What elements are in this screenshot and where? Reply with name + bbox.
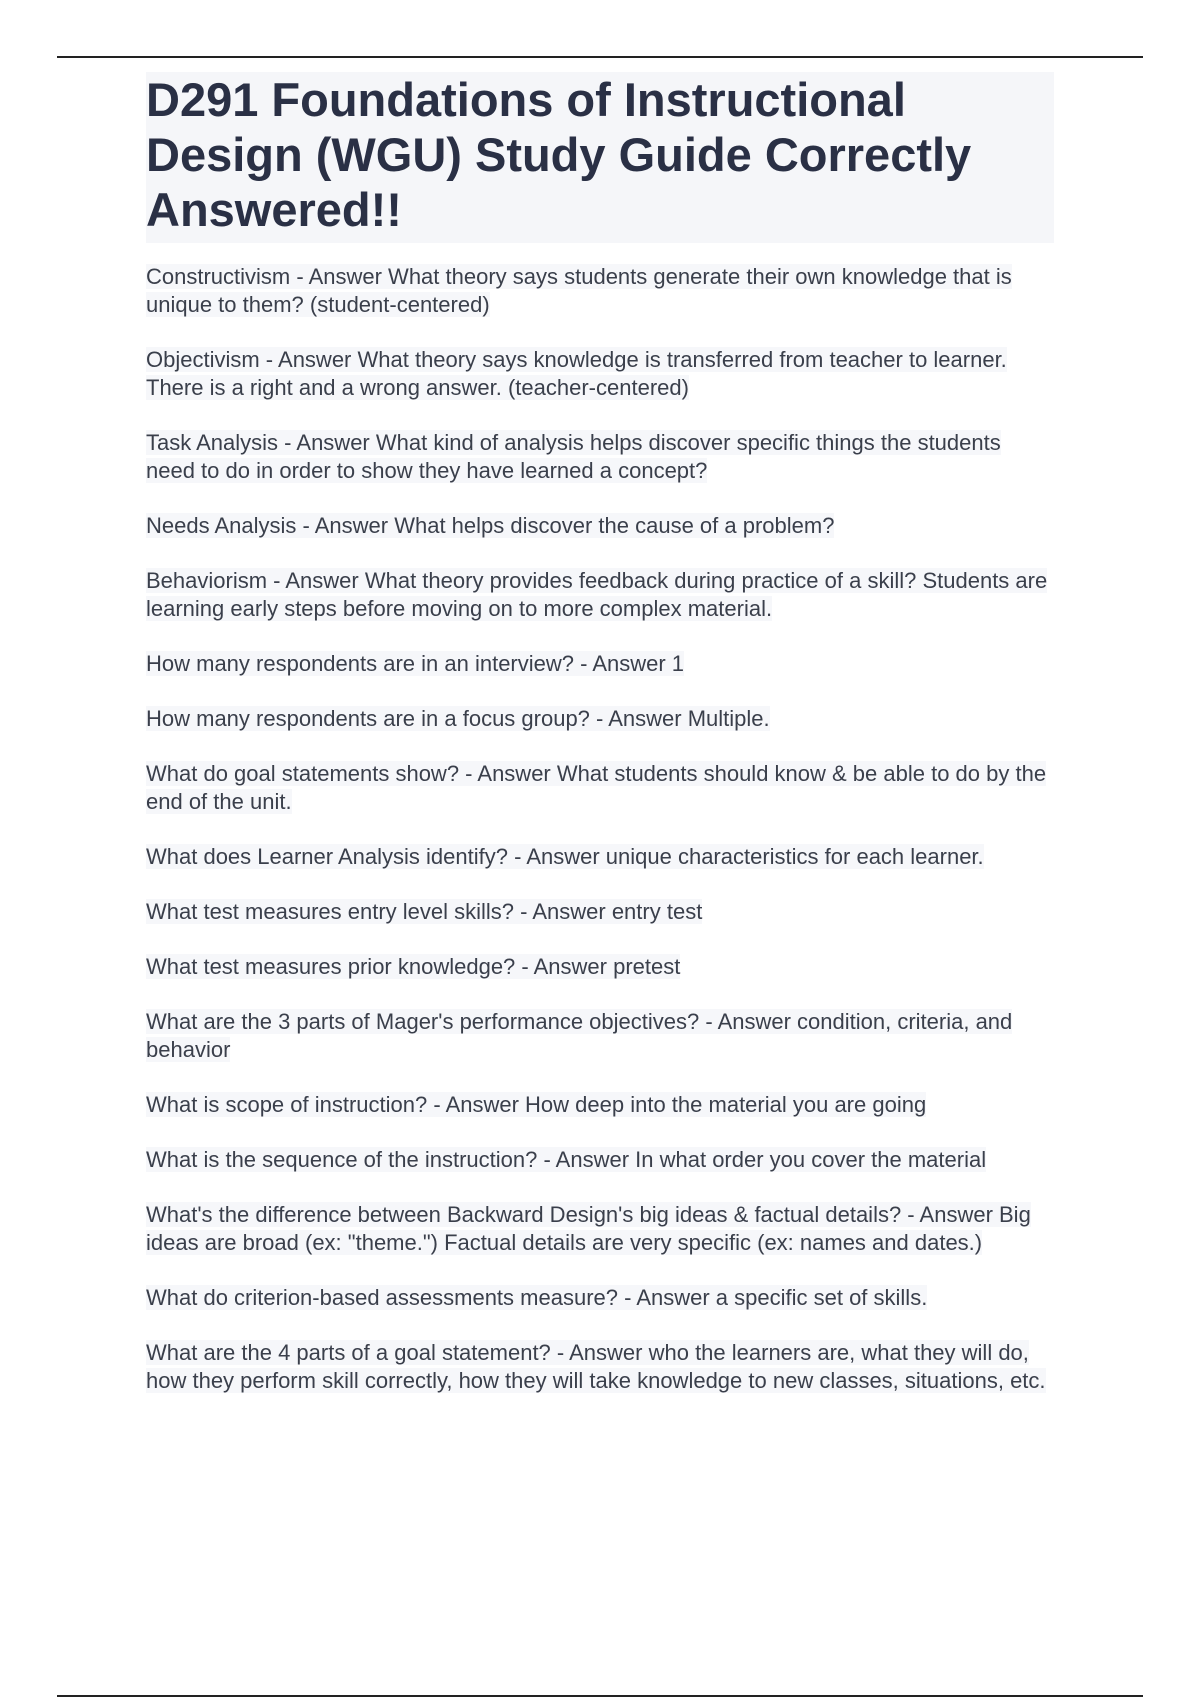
qa-text: What does Learner Analysis identify? - Answer unique characteristics for each learner. — [146, 844, 984, 869]
qa-item — [146, 953, 1054, 981]
qa-text: How many respondents are in an interview? - Answer 1 — [146, 651, 685, 676]
qa-item — [146, 1008, 1054, 1064]
qa-text: How many respondents are in a focus group? - Answer Multiple. — [146, 706, 770, 731]
qa-text: Objectivism - Answer What theory says knowledge is transferred from teacher to learner. There is a right and a wrong answer. (teacher-centered) — [146, 347, 1007, 400]
qa-item — [146, 346, 1054, 402]
top-rule — [57, 56, 1143, 58]
qa-item — [146, 567, 1054, 623]
title-block — [146, 72, 1054, 243]
qa-item — [146, 1201, 1054, 1257]
document-body — [146, 72, 1054, 1422]
qa-text: What do criterion-based assessments measure? - Answer a specific set of skills. — [146, 1285, 928, 1310]
qa-item — [146, 898, 1054, 926]
qa-text: What are the 3 parts of Mager's performance objectives? - Answer condition, criteria, and behavior — [146, 1009, 1013, 1062]
qa-text: Behaviorism - Answer What theory provides feedback during practice of a skill? Students are learning early steps before moving on to more complex material. — [146, 568, 1048, 621]
qa-list — [146, 263, 1054, 1395]
qa-item — [146, 1091, 1054, 1119]
qa-text: Task Analysis - Answer What kind of analysis helps discover specific things the students need to do in order to show they have learned a concept? — [146, 430, 1001, 483]
qa-text: What do goal statements show? - Answer What students should know & be able to do by the end of the unit. — [146, 761, 1047, 814]
qa-text: What is scope of instruction? - Answer How deep into the material you are going — [146, 1092, 927, 1117]
qa-text: What test measures prior knowledge? - Answer pretest — [146, 954, 681, 979]
qa-text: What's the difference between Backward Design's big ideas & factual details? - Answer Big ideas are broad (ex: "theme.") Factual details are very specific (ex: names and dates.) — [146, 1202, 1031, 1255]
qa-text: What test measures entry level skills? - Answer entry test — [146, 899, 703, 924]
qa-text: What is the sequence of the instruction? - Answer In what order you cover the material — [146, 1147, 987, 1172]
qa-item — [146, 1339, 1054, 1395]
qa-item — [146, 650, 1054, 678]
qa-item — [146, 843, 1054, 871]
qa-item — [146, 512, 1054, 540]
qa-item — [146, 429, 1054, 485]
qa-item — [146, 1146, 1054, 1174]
qa-text: Needs Analysis - Answer What helps discover the cause of a problem? — [146, 513, 835, 538]
qa-text: What are the 4 parts of a goal statement? - Answer who the learners are, what they will do, how they perform skill correctly, how they will take knowledge to new classes, situations, etc. — [146, 1340, 1046, 1393]
qa-item — [146, 1284, 1054, 1312]
qa-item — [146, 263, 1054, 319]
qa-text: Constructivism - Answer What theory says students generate their own knowledge that is unique to them? (student-centered) — [146, 264, 1012, 317]
document-title: D291 Foundations of Instructional Design (WGU) Study Guide Correctly Answered!! — [146, 73, 972, 236]
bottom-rule — [57, 1695, 1143, 1697]
qa-item — [146, 705, 1054, 733]
qa-item — [146, 760, 1054, 816]
